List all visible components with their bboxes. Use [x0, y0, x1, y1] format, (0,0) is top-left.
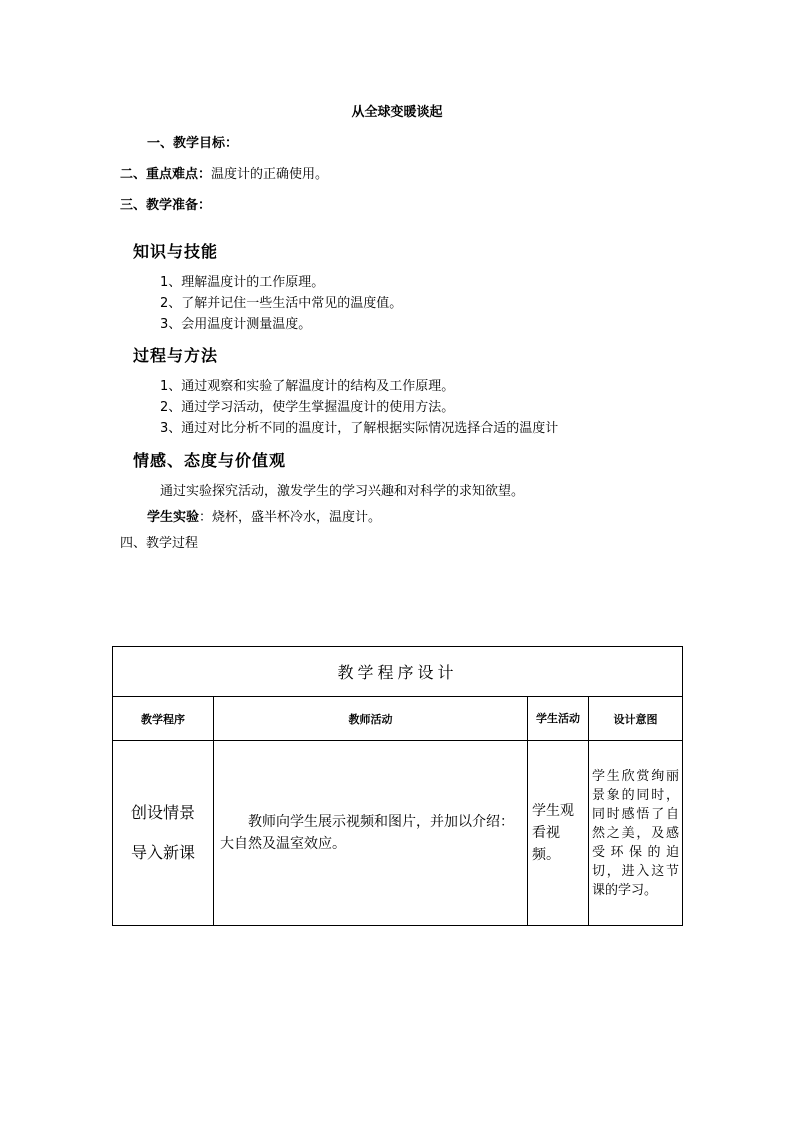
stage-cell [113, 741, 214, 926]
table-row [113, 741, 683, 926]
emotion-heading: 情感、态度与价值观 [133, 451, 287, 470]
knowledge-item: 2、了解并记住一些生活中常见的温度值。 [160, 296, 403, 311]
teaching-program-table [112, 646, 683, 926]
table-title-row [113, 647, 683, 697]
section-key-points-text: 温度计的正确使用。 [211, 167, 329, 182]
header-student-activity: 学生活动 [528, 697, 589, 741]
student-activity-cell: 学生观看视频。 [528, 741, 589, 926]
process-heading: 过程与方法 [133, 346, 219, 365]
student-experiment [147, 509, 381, 527]
emotion-text: 通过实验探究活动，激发学生的学习兴趣和对科学的求知欲望。 [160, 484, 525, 499]
table-header-row [113, 697, 683, 741]
document-title: 从全球变暖谈起 [351, 105, 443, 120]
header-teaching-program: 教学程序 [113, 697, 214, 741]
knowledge-item: 3、会用温度计测量温度。 [160, 317, 312, 332]
process-item: 1、通过观察和实验了解温度计的结构及工作原理。 [160, 379, 455, 394]
table-title: 教学程序设计 [113, 647, 683, 697]
student-experiment-text: ：烧杯，盛半杯冷水，温度计。 [199, 510, 382, 525]
section-key-points [120, 166, 328, 184]
header-teacher-activity: 教师活动 [214, 697, 528, 741]
design-intent-cell: 学生欣赏绚丽景象的同时，同时感悟了自然之美，及感受环保的迫切，进入这节课的学习。 [589, 741, 683, 926]
section-objectives-label: 一、教学目标： [147, 136, 239, 151]
student-experiment-label: 学生实验 [147, 510, 200, 525]
section-key-points-label: 二、重点难点： [120, 167, 212, 182]
header-design-intent: 设计意图 [589, 697, 683, 741]
process-item: 2、通过学习活动，使学生掌握温度计的使用方法。 [160, 400, 455, 415]
section-process-label: 四、教学过程 [120, 536, 199, 551]
knowledge-heading: 知识与技能 [133, 242, 219, 261]
stage-line: 创设情景 [130, 803, 195, 822]
teacher-activity-cell: 教师向学生展示视频和图片，并加以介绍：大自然及温室效应。 [214, 741, 528, 926]
knowledge-item: 1、理解温度计的工作原理。 [160, 275, 325, 290]
process-item: 3、通过对比分析不同的温度计，了解根据实际情况选择合适的温度计 [160, 421, 559, 436]
section-preparation-label: 三、教学准备： [120, 198, 212, 213]
stage-line: 导入新课 [130, 843, 195, 862]
